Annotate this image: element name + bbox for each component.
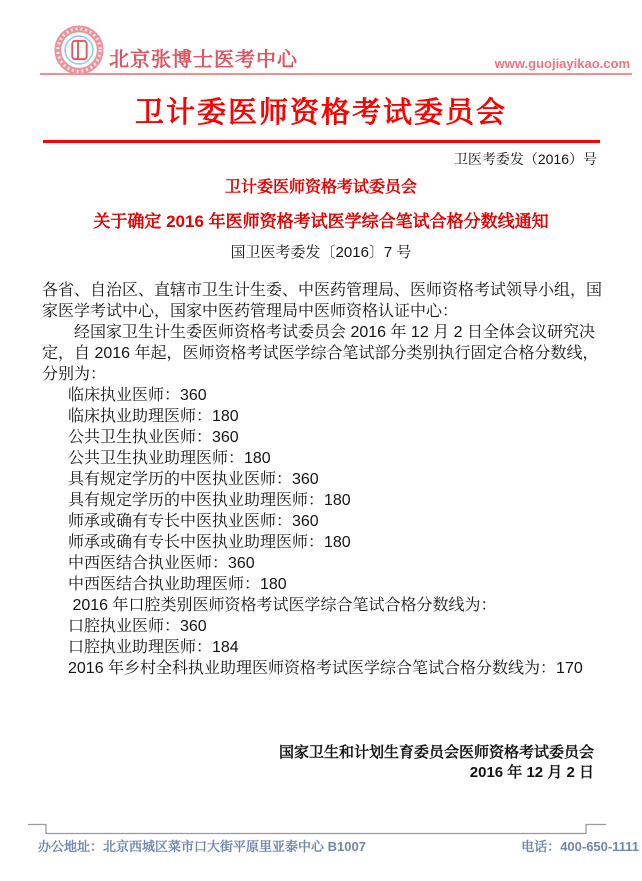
title-divider [43, 140, 600, 143]
score-list [68, 385, 602, 679]
score-line: 临床执业医师：360 [68, 387, 207, 404]
notice-doc-number: 国卫医考委发〔2016〕7 号 [230, 244, 412, 261]
signature-date: 2016 年 12 月 2 日 [469, 764, 594, 781]
brand-row [40, 21, 632, 75]
score-line: 中西医结合执业医师：360 [68, 555, 255, 572]
intro-paragraph: 经国家卫生计生委医师资格考试委员会 2016 年 12 月 2 日全体会议研究决定，自 2016 年起，医师资格考试医学综合笔试部分类别执行固定合格分数线，分别为： [42, 324, 599, 383]
brand-name: 北京张博士医考中心 [109, 49, 298, 71]
score-line: 具有规定学历的中医执业助理医师：180 [68, 492, 351, 509]
score-line: 口腔执业医师：360 [68, 618, 207, 635]
letterhead-title: 卫计委医师资格考试委员会 [134, 97, 507, 129]
signature-org: 国家卫生和计划生育委员会医师资格考试委员会 [278, 744, 594, 761]
score-line: 临床执业助理医师：180 [68, 408, 239, 425]
website-url: www.guojiayikao.com [494, 56, 630, 71]
notice-body [42, 280, 602, 679]
score-line: 具有规定学历的中医执业医师：360 [68, 471, 319, 488]
footer-bracket-rule [0, 822, 642, 836]
notice-org-heading: 卫计委医师资格考试委员会 [224, 179, 417, 196]
office-address: 办公地址：北京西城区菜市口大街平原里亚泰中心 B1007 [38, 839, 366, 854]
signature-block [0, 743, 642, 783]
score-line: 2016 年乡村全科执业助理医师资格考试医学综合笔试合格分数线为：170 [68, 660, 583, 677]
score-line: 公共卫生执业医师：360 [68, 429, 239, 446]
page-footer [0, 822, 642, 856]
notice-subject-heading: 关于确定 2016 年医师资格考试医学综合笔试合格分数线通知 [93, 212, 549, 231]
score-line: 2016 年口腔类别医师资格考试医学综合笔试合格分数线为： [68, 597, 497, 614]
brand-seal-icon [54, 25, 104, 75]
score-line: 师承或确有专长中医执业医师：360 [68, 513, 319, 530]
footer-row [38, 838, 639, 856]
doc-reference: 卫医考委发（2016）号 [453, 151, 597, 167]
phone-number: 电话：400-650-1111 [521, 839, 639, 854]
score-line: 中西医结合执业助理医师：180 [68, 576, 287, 593]
letterhead-header [0, 21, 642, 75]
score-line: 师承或确有专长中医执业助理医师：180 [68, 534, 351, 551]
score-line: 口腔执业助理医师：184 [68, 639, 239, 656]
score-line: 公共卫生执业助理医师：180 [68, 450, 271, 467]
salutation-paragraph: 各省、自治区、直辖市卫生计生委、中医药管理局、医师资格考试领导小组，国家医学考试中心，国家中医药管理局中医师资格认证中心： [42, 282, 603, 320]
